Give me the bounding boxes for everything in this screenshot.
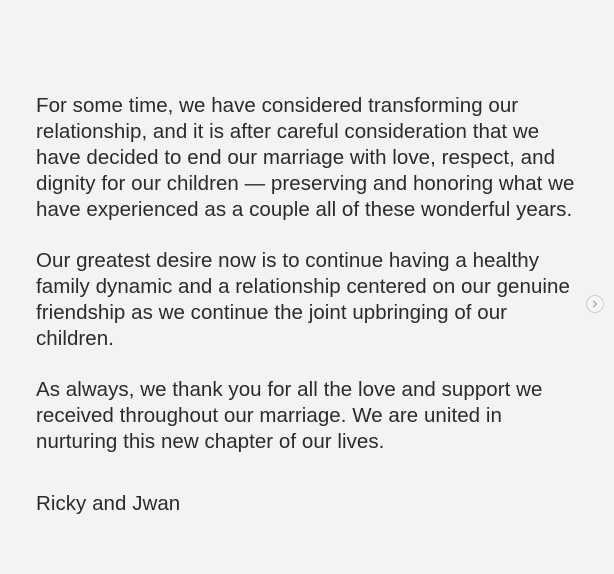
paragraph-1: For some time, we have considered transforming our relationship, and it is after careful consideration that we have decided to end our marriage with love, respect, and dignity for our children — preserving and honoring what we have experienced as a couple all of these wonderful years. <box>36 94 575 221</box>
paragraph-2: Our greatest desire now is to continue having a healthy family dynamic and a relationship centered on our genuine friendship as we continue the joint upbringing of our children. <box>36 249 570 350</box>
carousel-next-button[interactable] <box>586 295 604 313</box>
chevron-right-icon <box>591 300 599 308</box>
paragraph-3: As always, we thank you for all the love and support we received throughout our marriage. We are united in nurturing this new chapter of our lives. <box>36 378 543 453</box>
statement-text <box>36 93 581 542</box>
signature: Ricky and Jwan <box>36 492 181 515</box>
